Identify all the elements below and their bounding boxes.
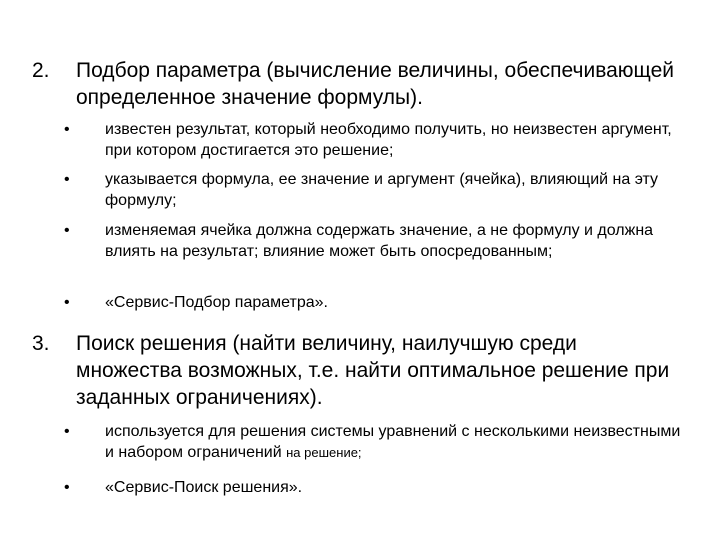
item-text: Поиск решения (найти величину, наилучшую среди множества возможных, т.е. найти оптимальное решение при заданных ограничениях). (76, 332, 670, 409)
bullet-text-small: на решение; (286, 445, 362, 460)
bullet-item (64, 220, 686, 262)
bullet-icon: • (64, 294, 70, 311)
bullet-text: «Сервис-Подбор параметра». (105, 294, 328, 311)
item-text: Подбор параметра (вычисление величины, обеспечивающей определенное значение формулы). (76, 59, 675, 109)
numbered-item-3 (32, 330, 682, 411)
item-number: 3. (32, 332, 50, 355)
item-number: 2. (32, 59, 50, 82)
bullet-item (64, 292, 686, 313)
bullet-icon: • (64, 423, 70, 440)
bullet-text: «Сервис-Поиск решения». (105, 479, 303, 496)
bullet-icon: • (64, 479, 70, 496)
bullet-icon: • (64, 222, 70, 239)
bullet-icon: • (64, 171, 70, 188)
bullet-icon: • (64, 121, 70, 138)
bullet-text: известен результат, который необходимо получить, но неизвестен аргумент, при котором достигается это решение; (105, 121, 672, 159)
bullet-text (105, 421, 686, 463)
bullet-text: указывается формула, ее значение и аргумент (ячейка), влияющий на эту формулу; (105, 171, 659, 209)
numbered-item-2 (32, 57, 682, 111)
bullet-item (64, 421, 686, 463)
bullet-item (64, 169, 686, 211)
bullet-text-main: используется для решения системы уравнений с несколькими неизвестными и набором ограничений (105, 423, 681, 461)
bullet-item (64, 477, 686, 498)
bullet-item (64, 119, 686, 161)
bullet-text: изменяемая ячейка должна содержать значение, а не формулу и должна влиять на результат; влияние может быть опосредованным; (105, 222, 654, 260)
